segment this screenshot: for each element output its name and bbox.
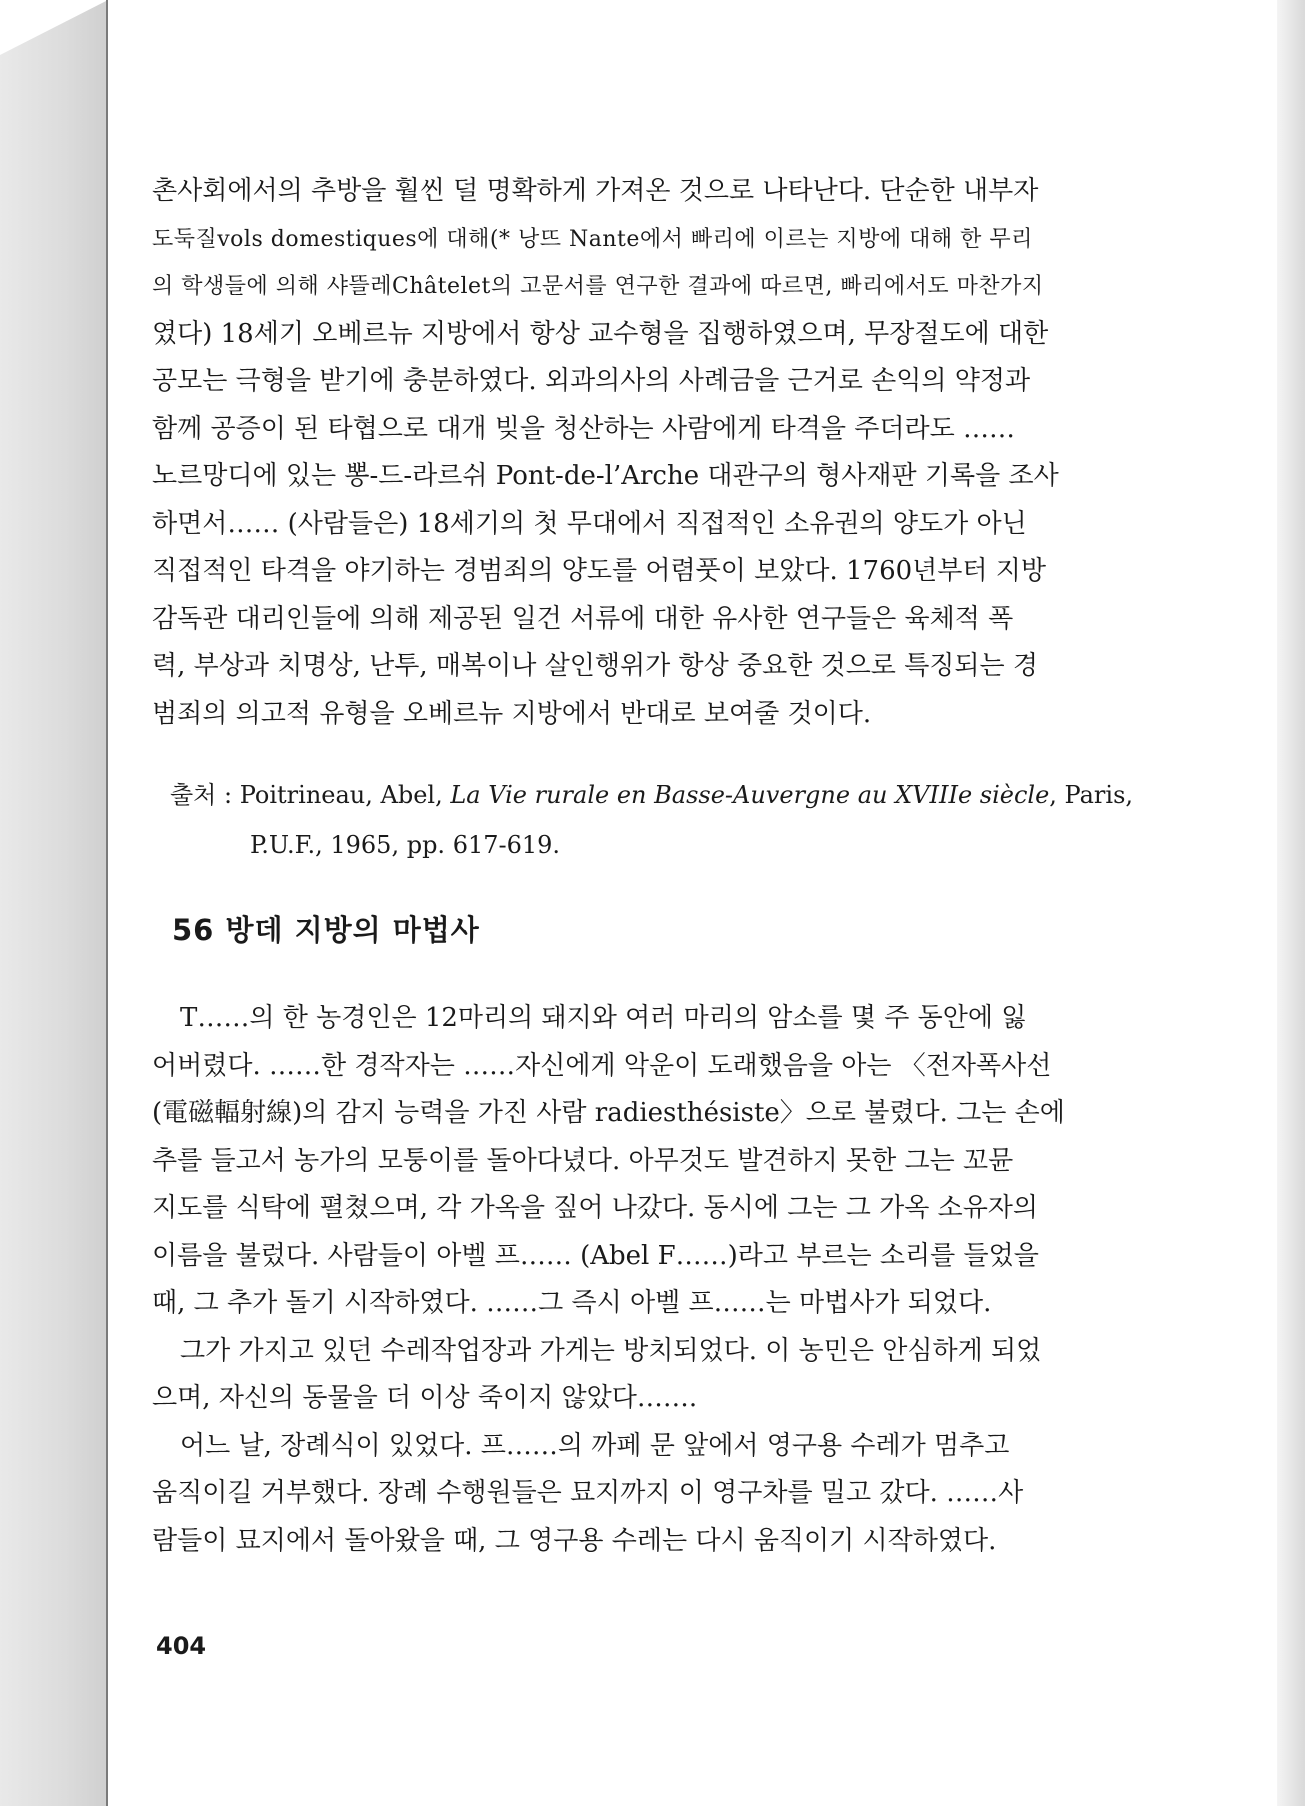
text-line: 촌사회에서의 추방을 훨씬 덜 명확하게 가져온 것으로 나타난다. 단순한 내부자 bbox=[152, 176, 1039, 206]
text-line: 람들이 묘지에서 돌아왔을 때, 그 영구용 수레는 다시 움직이기 시작하였다. bbox=[152, 1525, 997, 1556]
text-line: 하면서…… (사람들은) 18세기의 첫 무대에서 직접적인 소유권의 양도가 아닌 bbox=[152, 508, 1027, 539]
text-line: 범죄의 의고적 유형을 오베르뉴 지방에서 반대로 보여줄 것이다. bbox=[152, 698, 872, 729]
text-line: 공모는 극형을 받기에 충분하였다. 외과의사의 사례금을 근거로 손익의 약정과 bbox=[152, 366, 1031, 396]
text-line: 의 학생들에 의해 샤뜰레Châtelet의 고문서를 연구한 결과에 따르면, 빠리에서도 마찬가지 bbox=[152, 274, 1044, 299]
page-edge-shadow bbox=[1277, 0, 1305, 1806]
paragraph-2 bbox=[152, 995, 1157, 1565]
paragraph-1 bbox=[152, 168, 1157, 738]
text-line: 지도를 식탁에 펼쳤으며, 각 가옥을 짚어 나갔다. 동시에 그는 그 가옥 소유자의 bbox=[152, 1193, 1039, 1223]
citation-label: 출처 : bbox=[170, 781, 240, 809]
citation-publisher: P.U.F., 1965, pp. 617-619. bbox=[250, 831, 561, 859]
text-line: 어버렸다. ……한 경작자는 ……자신에게 악운이 도래했음을 아는 〈전자폭사선 bbox=[152, 1050, 1052, 1081]
citation-line bbox=[170, 770, 1160, 820]
text-line: (電磁輻射線)의 감지 능력을 가진 사람 radiesthésiste〉으로 불렸다. 그는 손에 bbox=[152, 1098, 1065, 1128]
page-number: 404 bbox=[156, 1632, 207, 1660]
text-line: 감독관 대리인들에 의해 제공된 일건 서류에 대한 유사한 연구들은 육체적 폭 bbox=[152, 603, 1014, 634]
text-line: 력, 부상과 치명상, 난투, 매복이나 살인행위가 항상 중요한 것으로 특징되는 경 bbox=[152, 651, 1039, 681]
citation-author: Poitrineau, Abel, bbox=[239, 781, 451, 809]
text-line: 때, 그 추가 돌기 시작하였다. ……그 즉시 아벨 프……는 마법사가 되었다. bbox=[152, 1288, 992, 1318]
citation-place: , Paris, bbox=[1049, 781, 1134, 809]
text-line: 어느 날, 장례식이 있었다. 프……의 까페 문 앞에서 영구용 수레가 멈추고 bbox=[180, 1430, 1010, 1461]
text-line: 였다) 18세기 오베르뉴 지방에서 항상 교수형을 집행하였으며, 무장절도에 대한 bbox=[152, 318, 1049, 349]
text-line: 움직이길 거부했다. 장례 수행원들은 묘지까지 이 영구차를 밀고 갔다. ……사 bbox=[152, 1478, 1024, 1508]
text-line: 추를 들고서 농가의 모퉁이를 돌아다녔다. 아무것도 발견하지 못한 그는 꼬뮨 bbox=[152, 1145, 1014, 1176]
citation-title: La Vie rurale en Basse-Auvergne au XVIIIe siècle bbox=[450, 781, 1050, 809]
book-spine bbox=[0, 0, 108, 1806]
text-line: 함께 공증이 된 타협으로 대개 빚을 청산하는 사람에게 타격을 주더라도 …… bbox=[152, 413, 1016, 444]
source-citation bbox=[170, 770, 1160, 870]
section-heading: 56 방데 지방의 마법사 bbox=[172, 913, 480, 947]
text-line: 으며, 자신의 동물을 더 이상 죽이지 않았다……. bbox=[152, 1383, 698, 1413]
text-line: 이름을 불렀다. 사람들이 아벨 프…… (Abel F……)라고 부르는 소리를 들었을 bbox=[152, 1240, 1039, 1271]
text-line: 도둑질vols domestiques에 대해(* 낭뜨 Nante에서 빠리에 이르는 지방에 대해 한 무리 bbox=[152, 226, 1033, 252]
text-line: 직접적인 타격을 야기하는 경범죄의 양도를 어렴풋이 보았다. 1760년부터 지방 bbox=[152, 556, 1047, 586]
text-line: T……의 한 농경인은 12마리의 돼지와 여러 마리의 암소를 몇 주 동안에 잃 bbox=[180, 1003, 1027, 1033]
text-line: 노르망디에 있는 뽕-드-라르쉬 Pont-de-l’Arche 대관구의 형사재판 기록을 조사 bbox=[152, 461, 1059, 491]
text-line: 그가 가지고 있던 수레작업장과 가게는 방치되었다. 이 농민은 안심하게 되었 bbox=[180, 1335, 1042, 1366]
